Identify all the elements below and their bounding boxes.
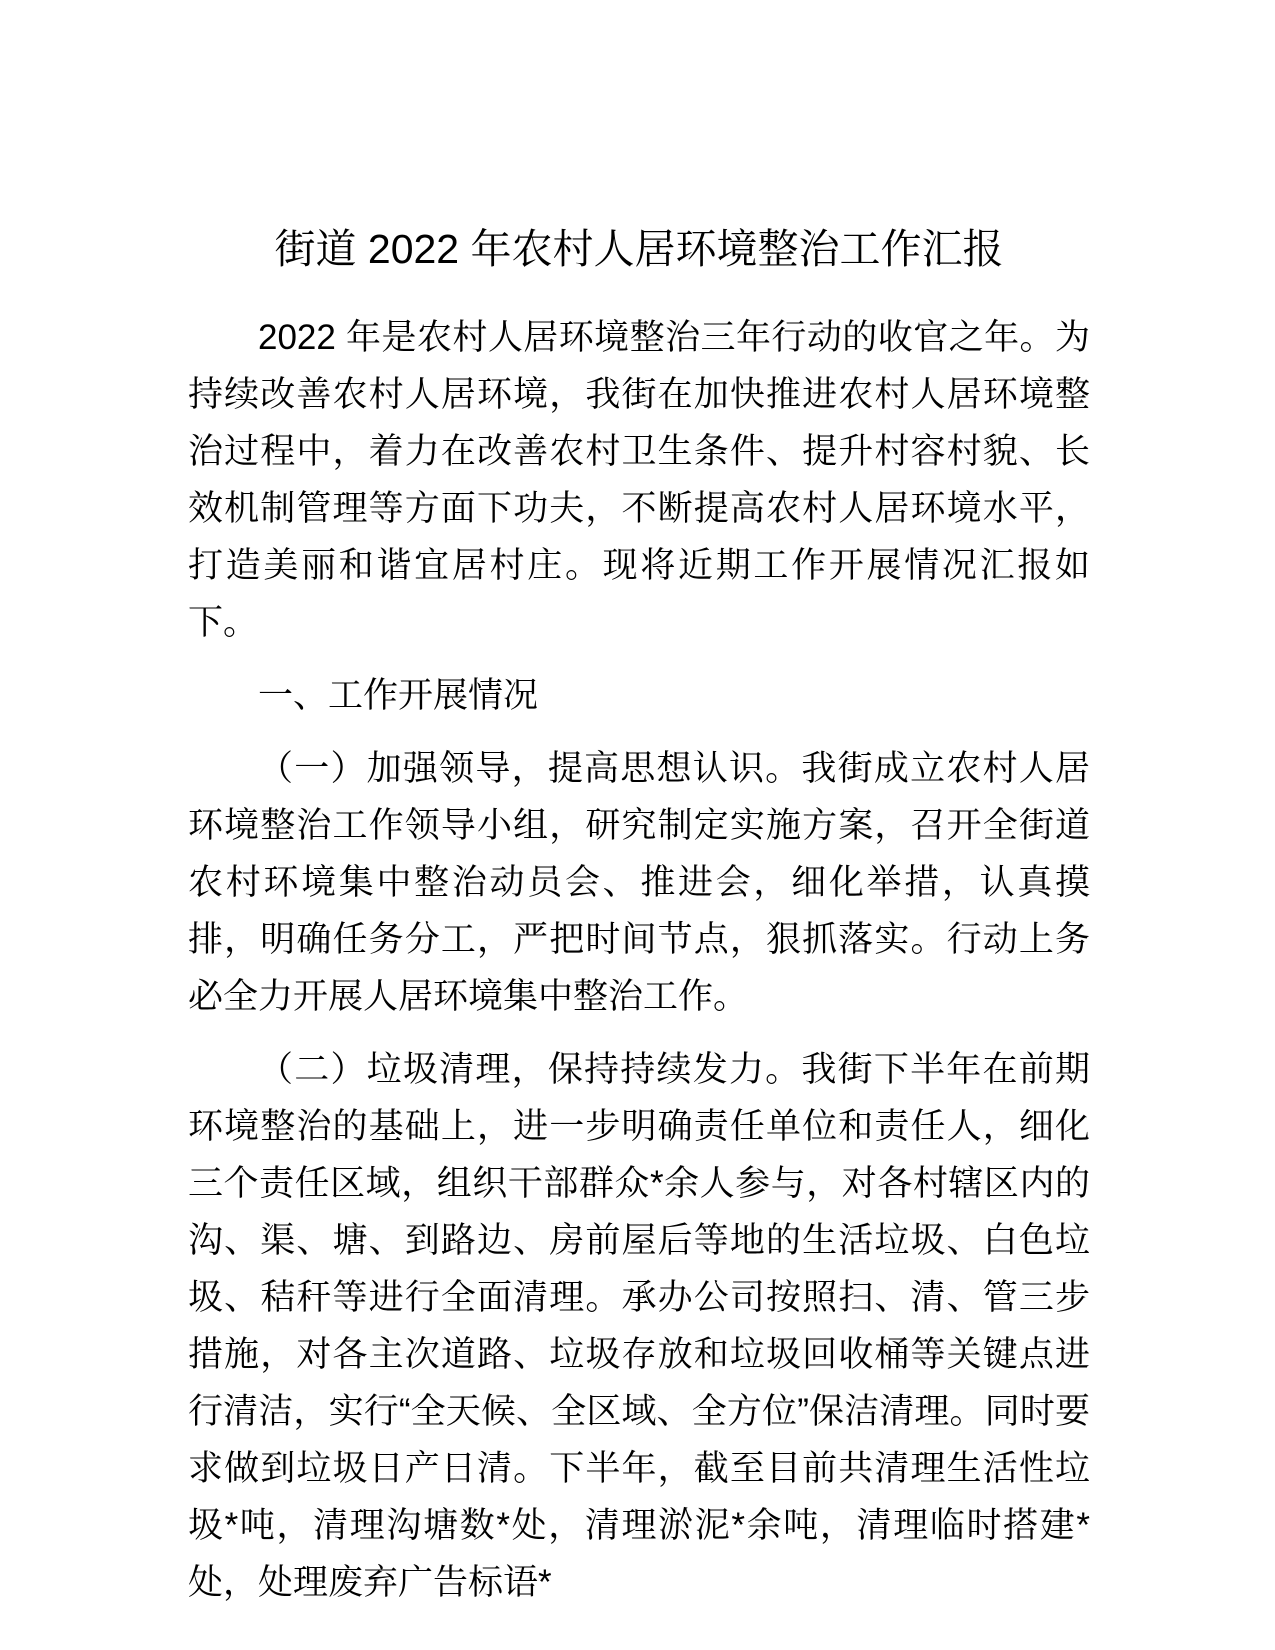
paragraph-point-two: （二）垃圾清理，保持持续发力。我街下半年在前期环境整治的基础上，进一步明确责任单位和责任人，细化三个责任区域，组织干部群众*余人参与，对各村辖区内的沟、渠、塘、到路边、房前屋后等地的生活垃圾、白色垃圾、秸秆等进行全面清理。承办公司按照扫、清、管三步措施，对各主次道路、垃圾存放和垃圾回收桶等关键点进行清洁，实行“全天候、全区域、全方位”保洁清理。同时要求做到垃圾日产日清。下半年，截至目前共清理生活性垃圾*吨，清理沟塘数*处，清理淤泥*余吨，清理临时搭建*处，处理废弃广告标语* <box>188 1050 1090 1603</box>
section-heading: 一、工作开展情况 <box>258 676 539 716</box>
document-title: 街道 2022 年农村人居环境整治工作汇报 <box>274 226 1004 272</box>
document-content <box>188 226 1090 1627</box>
paragraph-point-one: （一）加强领导，提高思想认识。我街成立农村人居环境整治工作领导小组，研究制定实施方案，召开全街道农村环境集中整治动员会、推进会，细化举措，认真摸排，明确任务分工，严把时间节点，狠抓落实。行动上务必全力开展人居环境集中整治工作。 <box>188 749 1090 1017</box>
paragraph-intro: 2022 年是农村人居环境整治三年行动的收官之年。为持续改善农村人居环境，我街在加快推进农村人居环境整治过程中，着力在改善农村卫生条件、提升村容村貌、长效机制管理等方面下功夫，不断提高农村人居环境水平，打造美丽和谐宜居村庄。现将近期工作开展情况汇报如下。 <box>188 318 1090 643</box>
